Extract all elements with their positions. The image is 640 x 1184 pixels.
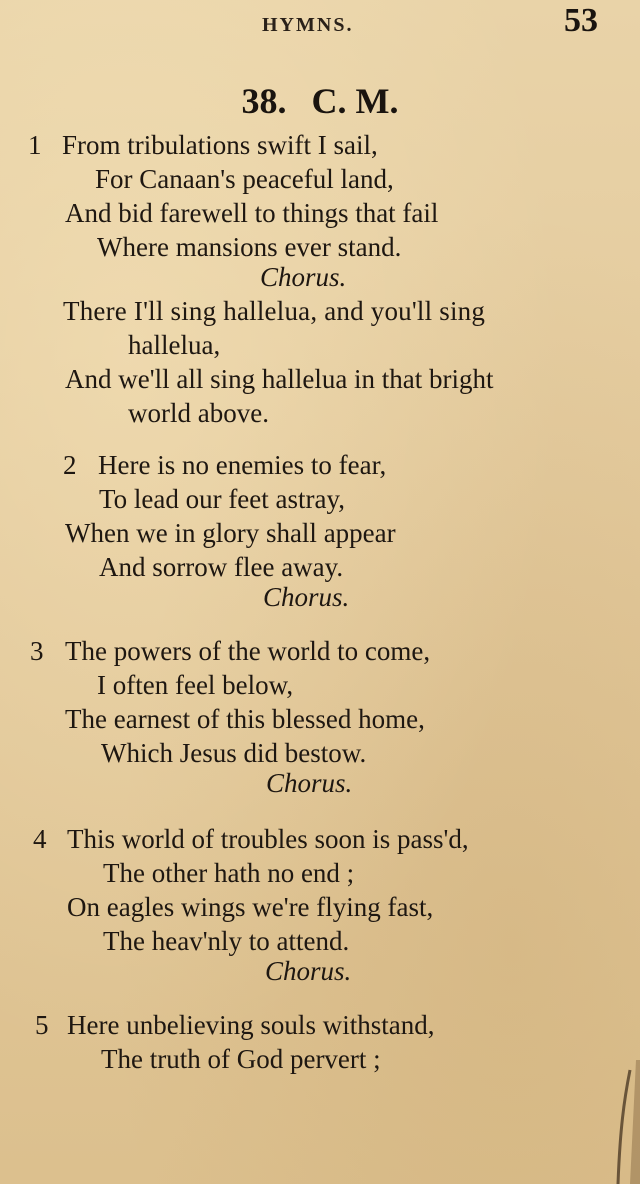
verse-line: To lead our feet astray, bbox=[99, 484, 345, 514]
verse-number: 1 bbox=[28, 130, 42, 160]
page-number: 53 bbox=[564, 2, 598, 39]
page-edge-stain bbox=[600, 1060, 640, 1184]
hymn-number: 38. bbox=[241, 81, 287, 121]
verse-line: For Canaan's peaceful land, bbox=[95, 164, 394, 194]
hymn-meter: C. M. bbox=[311, 81, 399, 121]
verse-line: From tribulations swift I sail, bbox=[62, 130, 378, 160]
verse-line: The truth of God pervert ; bbox=[101, 1044, 381, 1074]
chorus-label: Chorus. bbox=[266, 768, 353, 798]
verse-number: 3 bbox=[30, 636, 44, 666]
hymn-title bbox=[0, 80, 640, 122]
verse-line: Where mansions ever stand. bbox=[97, 232, 402, 262]
verse-line: This world of troubles soon is pass'd, bbox=[67, 824, 469, 854]
verse-line: The powers of the world to come, bbox=[65, 636, 431, 666]
verse-line: On eagles wings we're flying fast, bbox=[67, 892, 434, 922]
chorus-label: Chorus. bbox=[265, 956, 352, 986]
verse-line: And bid farewell to things that fail bbox=[65, 198, 439, 228]
verse-line: The other hath no end ; bbox=[103, 858, 355, 888]
page-header bbox=[0, 2, 640, 46]
verse-number: 2 bbox=[63, 450, 77, 480]
running-head: HYMNS. bbox=[262, 14, 354, 36]
verse-number: 4 bbox=[33, 824, 47, 854]
verse-line: When we in glory shall appear bbox=[65, 518, 396, 548]
chorus-line: hallelua, bbox=[128, 330, 221, 360]
chorus-label: Chorus. bbox=[263, 582, 350, 612]
verse-line: The earnest of this blessed home, bbox=[65, 704, 425, 734]
verse-line: The heav'nly to attend. bbox=[103, 926, 350, 956]
verse-line: And sorrow flee away. bbox=[99, 552, 344, 582]
chorus-label: Chorus. bbox=[260, 262, 347, 292]
verse-line: Which Jesus did bestow. bbox=[101, 738, 367, 768]
verse-line: Here is no enemies to fear, bbox=[98, 450, 387, 480]
verse-line: I often feel below, bbox=[97, 670, 294, 700]
chorus-line: world above. bbox=[128, 398, 269, 428]
verse-line: Here unbelieving souls withstand, bbox=[67, 1010, 435, 1040]
chorus-line: There I'll sing hallelua, and you'll sing bbox=[63, 296, 486, 326]
verse-number: 5 bbox=[35, 1010, 49, 1040]
chorus-line: And we'll all sing hallelua in that bright bbox=[65, 364, 494, 394]
